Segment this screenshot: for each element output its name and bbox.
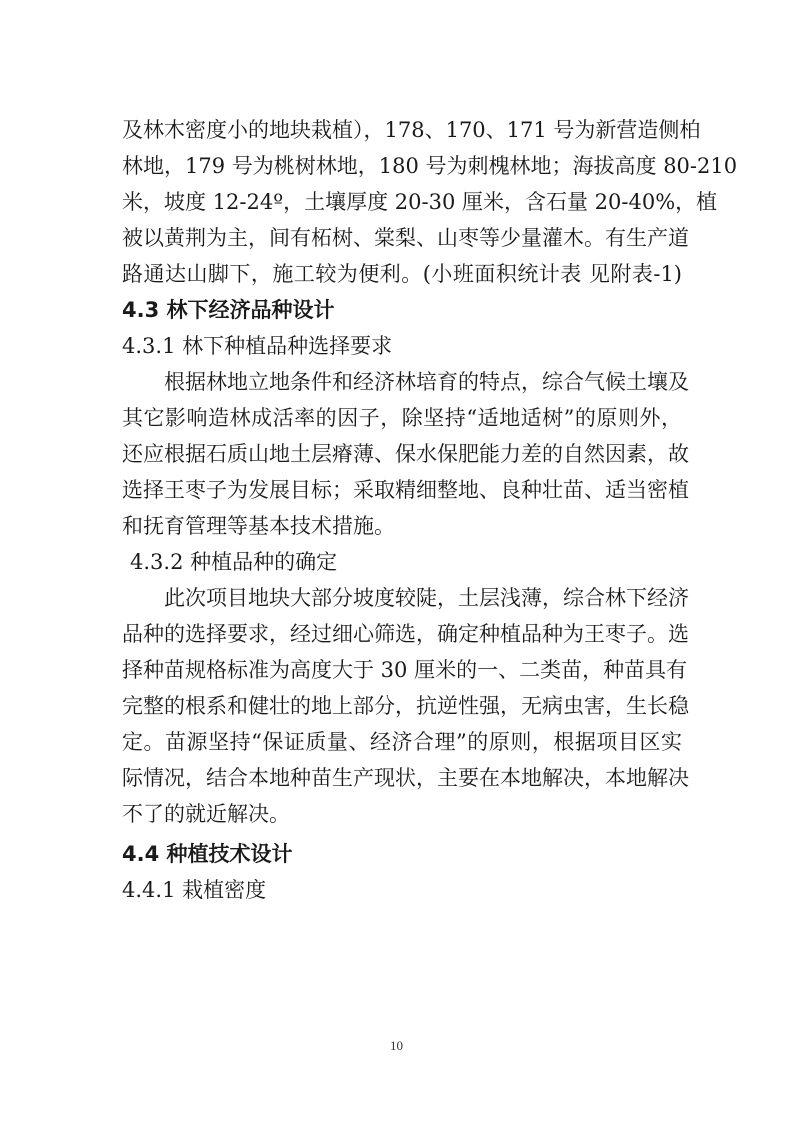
text-line: 根据林地立地条件和经济林培育的特点，综合气候土壤及 — [164, 370, 689, 394]
text-line: 完整的根系和健壮的地上部分，抗逆性强，无病虫害，生长稳 — [122, 694, 689, 718]
text-line: 林地，179 号为桃树林地，180 号为刺槐林地；海拔高度 80-210 — [122, 154, 738, 178]
section-heading-4-4: 4.4 种植技术设计 — [122, 842, 293, 866]
page-number: 10 — [390, 1038, 403, 1053]
text-line: 择种苗规格标准为高度大于 30 厘米的一、二类苗，种苗具有 — [122, 658, 688, 682]
subsection-heading-4-3-2: 4.3.2 种植品种的确定 — [130, 550, 338, 574]
subsection-heading-4-3-1: 4.3.1 林下种植品种选择要求 — [122, 334, 393, 358]
text-line: 品种的选择要求，经过细心筛选，确定种植品种为王枣子。选 — [122, 622, 689, 646]
text-line: 此次项目地块大部分坡度较陡，土层浅薄，综合林下经济 — [164, 586, 689, 610]
text-line: 际情况，结合本地种苗生产现状，主要在本地解决，本地解决 — [122, 766, 689, 790]
subsection-heading-4-4-1: 4.4.1 栽植密度 — [122, 878, 267, 902]
section-heading-4-3: 4.3 林下经济品种设计 — [122, 298, 335, 322]
text-line: 和抚育管理等基本技术措施。 — [122, 514, 395, 538]
text-line: 及林木密度小的地块栽植），178、170、171 号为新营造侧柏 — [122, 118, 701, 142]
text-line: 米，坡度 12-24º，土壤厚度 20-30 厘米，含石量 20-40%，植 — [122, 190, 718, 214]
text-line: 还应根据石质山地土层瘠薄、保水保肥能力差的自然因素，故 — [122, 442, 689, 466]
text-line: 被以黄荆为主，间有柘树、棠梨、山枣等少量灌木。有生产道 — [122, 226, 689, 250]
text-line: 路通达山脚下，施工较为便利。(小班面积统计表 见附表-1) — [122, 262, 682, 286]
text-line: 选择王枣子为发展目标；采取精细整地、良种壮苗、适当密植 — [122, 478, 689, 502]
text-line: 不了的就近解决。 — [122, 802, 290, 826]
text-line: 定。苗源坚持“保证质量、经济合理”的原则，根据项目区实 — [122, 730, 682, 754]
text-line: 其它影响造林成活率的因子，除坚持“适地适树”的原则外， — [122, 406, 682, 430]
